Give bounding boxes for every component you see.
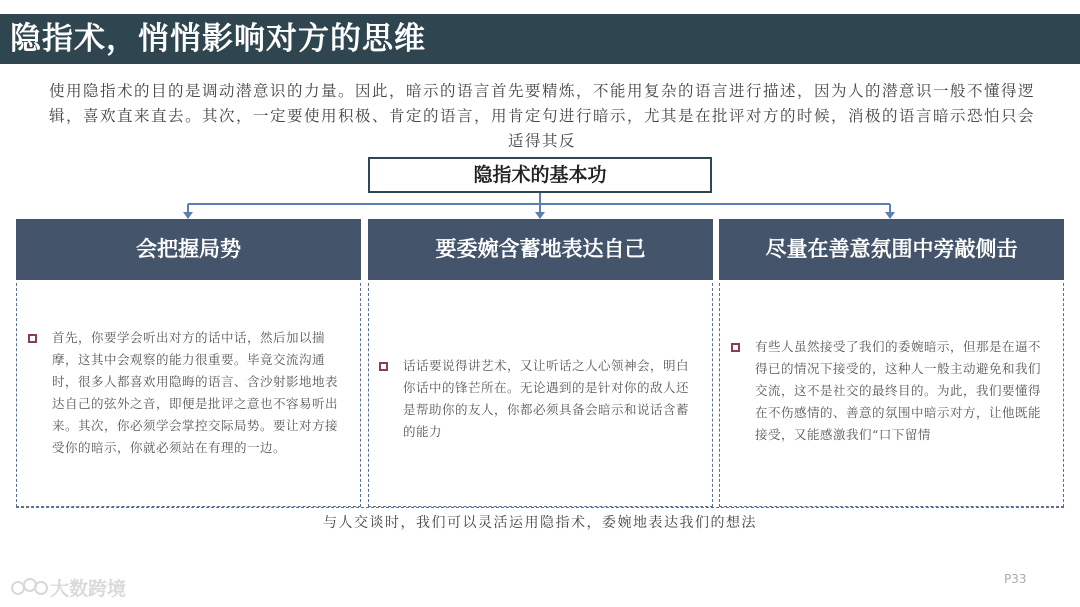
slide-title: 隐指术，悄悄影响对方的思维: [0, 14, 1080, 64]
bullet-icon: [379, 362, 388, 371]
bullet-icon: [731, 343, 740, 352]
card-text-3: 有些人虽然接受了我们的委婉暗示，但那是在逼不得已的情况下接受的，这种人一般主动避免和我们交流，这不是社交的最终目的。为此，我们要懂得在不伤感情的、善意的氛围中暗示对方，让他既能接受，又能感激我们“口下留情: [755, 339, 1042, 442]
card-heading-1: 会把握局势: [16, 219, 361, 280]
page-number: P33: [1004, 572, 1027, 586]
card-text-1: 首先，你要学会听出对方的话中话，然后加以揣摩，这其中会观察的能力很重要。毕竟交流沟通时，很多人都喜欢用隐晦的语言、含沙射影地地表达自己的弦外之音，即便是批评之意也不容易听出来。其次，你必须学会掌控交际局势。要让对方接受你的暗示，你就必须站在有理的一边。: [52, 330, 339, 455]
footer-divider: [16, 507, 1064, 508]
card-text-2: 话话要说得讲艺术，又让听话之人心领神会，明白你话中的锋芒所在。无论遇到的是针对你的敌人还是帮助你的友人，你都必须具备会暗示和说话含蓄的能力: [403, 358, 690, 439]
watermark-logo: [10, 574, 126, 600]
watermark-text: 大数跨境: [50, 577, 127, 600]
footer-caption: 与人交谈时，我们可以灵活运用隐指术，委婉地表达我们的想法: [323, 515, 757, 531]
intro-paragraph: 使用隐指术的目的是调动潜意识的力量。因此，暗示的语言首先要精炼，不能用复杂的语言进行描述，因为人的潜意识一般不懂得逻辑，喜欢直来直去。其次，一定要使用积极、肯定的语言，用肯定句进行暗示，尤其是在批评对方的时候，消极的语言暗示恐怕只会适得其反: [48, 82, 1035, 150]
card-heading-2: 要委婉含蓄地表达自己: [368, 219, 713, 280]
bullet-icon: [28, 334, 37, 343]
center-heading-box: 隐指术的基本功: [368, 157, 712, 193]
card-heading-3: 尽量在善意氛围中旁敲侧击: [719, 219, 1064, 280]
logo-icon: [10, 576, 50, 598]
